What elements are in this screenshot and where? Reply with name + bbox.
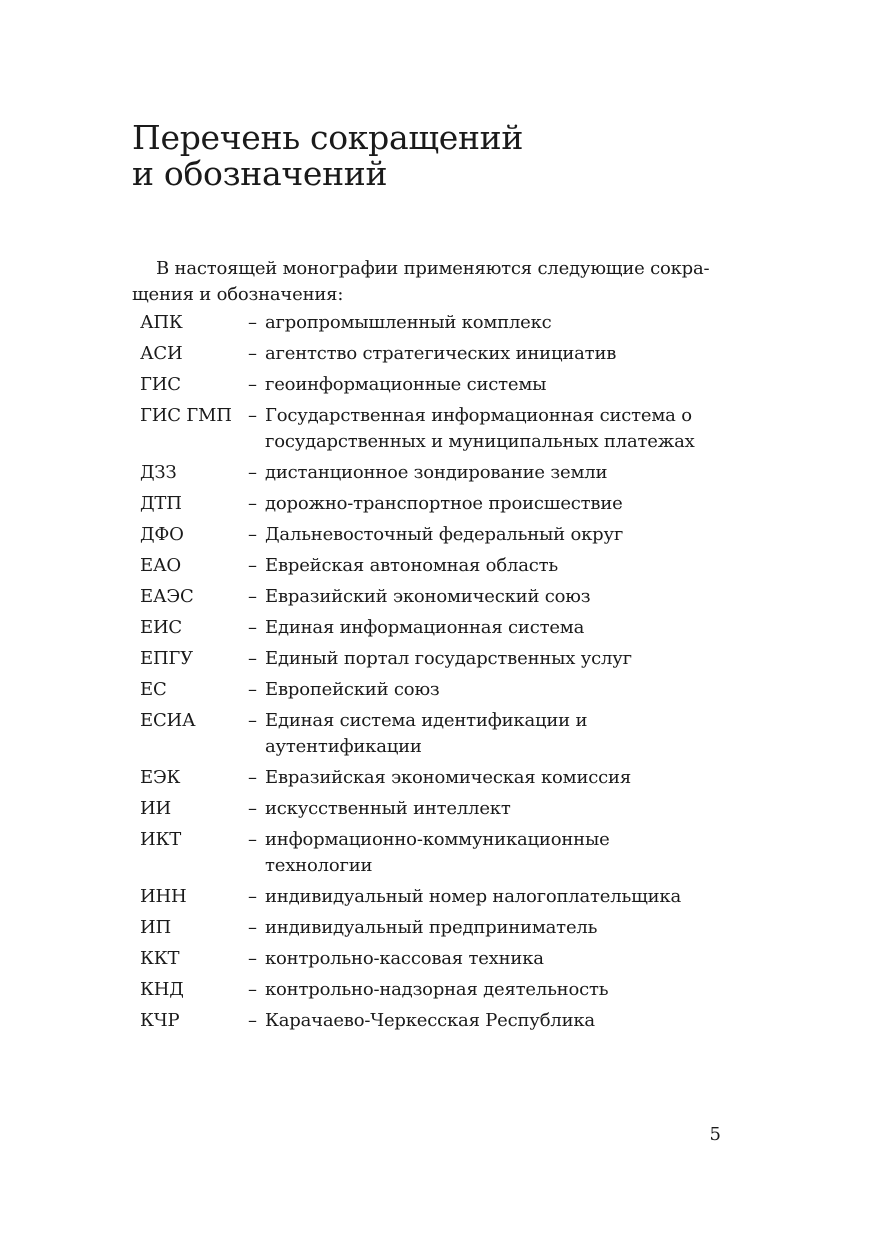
abbreviation-code: ИНН bbox=[140, 886, 187, 907]
abbreviation-definition: контрольно-надзорная деятельность bbox=[265, 979, 609, 1000]
abbreviation-row bbox=[140, 615, 720, 641]
page-title-line-1: Перечень сокращений bbox=[132, 118, 524, 157]
abbreviation-code: ДФО bbox=[140, 524, 184, 545]
abbreviation-definition: геоинформационные системы bbox=[265, 374, 547, 395]
abbreviation-dash: – bbox=[248, 374, 257, 395]
abbreviation-dash: – bbox=[248, 1010, 257, 1031]
abbreviation-row bbox=[140, 553, 720, 579]
abbreviation-definition: Единый портал государственных услуг bbox=[265, 648, 632, 669]
abbreviation-definition: Дальневосточный федеральный округ bbox=[265, 524, 624, 545]
abbreviation-definition: Евразийский экономический союз bbox=[265, 586, 591, 607]
abbreviation-row bbox=[140, 460, 720, 486]
abbreviation-row bbox=[140, 708, 720, 760]
abbreviation-row bbox=[140, 310, 720, 336]
abbreviation-dash: – bbox=[248, 798, 257, 819]
abbreviation-code: ЕАО bbox=[140, 555, 181, 576]
abbreviation-definition: дорожно-транспортное происшествие bbox=[265, 493, 623, 514]
abbreviation-code: ЕАЭС bbox=[140, 586, 194, 607]
abbreviation-definition: Государственная информационная система о государственных и муниципальных платежах bbox=[265, 405, 695, 452]
abbreviation-row bbox=[140, 1008, 720, 1034]
abbreviation-code: КЧР bbox=[140, 1010, 180, 1031]
abbreviation-dash: – bbox=[248, 343, 257, 364]
abbreviation-row bbox=[140, 491, 720, 517]
intro-paragraph: В настоящей монографии применяются следующие сокра-щения и обозначения: bbox=[132, 258, 710, 305]
abbreviation-definition: агентство стратегических инициатив bbox=[265, 343, 617, 364]
abbreviation-code: АСИ bbox=[140, 343, 183, 364]
abbreviation-dash: – bbox=[248, 493, 257, 514]
abbreviation-row bbox=[140, 796, 720, 822]
abbreviation-code: ГИС bbox=[140, 374, 181, 395]
abbreviation-definition: индивидуальный номер налогоплательщика bbox=[265, 886, 682, 907]
abbreviation-definition: искусственный интеллект bbox=[265, 798, 511, 819]
abbreviation-code: ДЗЗ bbox=[140, 462, 177, 483]
abbreviation-dash: – bbox=[248, 767, 257, 788]
abbreviation-row bbox=[140, 403, 720, 455]
abbreviation-row bbox=[140, 646, 720, 672]
abbreviation-code: ЕИС bbox=[140, 617, 183, 638]
abbreviation-dash: – bbox=[248, 462, 257, 483]
abbreviation-definition: Единая информационная система bbox=[265, 617, 585, 638]
abbreviation-row bbox=[140, 915, 720, 941]
abbreviation-code: ЕСИА bbox=[140, 710, 196, 731]
abbreviation-row bbox=[140, 946, 720, 972]
abbreviation-code: АПК bbox=[140, 312, 183, 333]
abbreviation-code: ИИ bbox=[140, 798, 171, 819]
abbreviation-row bbox=[140, 827, 720, 879]
abbreviation-code: ЕС bbox=[140, 679, 167, 700]
abbreviation-definition: информационно-коммуникационные технологии bbox=[265, 829, 610, 876]
abbreviation-dash: – bbox=[248, 979, 257, 1000]
abbreviation-code: ИП bbox=[140, 917, 171, 938]
abbreviation-dash: – bbox=[248, 405, 257, 426]
abbreviation-row bbox=[140, 977, 720, 1003]
abbreviation-code: ЕПГУ bbox=[140, 648, 193, 669]
abbreviation-definition: Карачаево-Черкесская Республика bbox=[265, 1010, 595, 1031]
abbreviation-dash: – bbox=[248, 948, 257, 969]
abbreviation-row bbox=[140, 884, 720, 910]
abbreviation-dash: – bbox=[248, 312, 257, 333]
abbreviation-row bbox=[140, 677, 720, 703]
abbreviation-definition: Единая система идентификации и аутентификации bbox=[265, 710, 588, 757]
abbreviation-code: КНД bbox=[140, 979, 184, 1000]
abbreviation-code: ККТ bbox=[140, 948, 180, 969]
abbreviation-row bbox=[140, 341, 720, 367]
page-number: 5 bbox=[709, 1124, 721, 1145]
abbreviation-row bbox=[140, 765, 720, 791]
abbreviation-dash: – bbox=[248, 617, 257, 638]
abbreviation-definition: агропромышленный комплекс bbox=[265, 312, 552, 333]
abbreviation-definition: дистанционное зондирование земли bbox=[265, 462, 608, 483]
abbreviation-dash: – bbox=[248, 710, 257, 731]
abbreviation-dash: – bbox=[248, 829, 257, 850]
abbreviation-dash: – bbox=[248, 648, 257, 669]
abbreviation-dash: – bbox=[248, 679, 257, 700]
abbreviation-row bbox=[140, 584, 720, 610]
abbreviation-definition: Европейский союз bbox=[265, 679, 440, 700]
abbreviation-code: ИКТ bbox=[140, 829, 182, 850]
abbreviation-code: ЕЭК bbox=[140, 767, 181, 788]
abbreviation-definition: Евразийская экономическая комиссия bbox=[265, 767, 631, 788]
abbreviation-definition: контрольно-кассовая техника bbox=[265, 948, 544, 969]
abbreviation-code: ГИС ГМП bbox=[140, 405, 232, 426]
abbreviation-dash: – bbox=[248, 555, 257, 576]
abbreviation-dash: – bbox=[248, 524, 257, 545]
abbreviation-list bbox=[140, 310, 720, 1039]
abbreviation-dash: – bbox=[248, 886, 257, 907]
abbreviation-definition: Еврейская автономная область bbox=[265, 555, 558, 576]
page-title bbox=[132, 120, 523, 192]
abbreviation-row bbox=[140, 372, 720, 398]
abbreviation-dash: – bbox=[248, 586, 257, 607]
abbreviation-code: ДТП bbox=[140, 493, 182, 514]
page-title-line-2: и обозначений bbox=[132, 154, 388, 193]
abbreviation-dash: – bbox=[248, 917, 257, 938]
abbreviation-row bbox=[140, 522, 720, 548]
abbreviation-definition: индивидуальный предприниматель bbox=[265, 917, 598, 938]
